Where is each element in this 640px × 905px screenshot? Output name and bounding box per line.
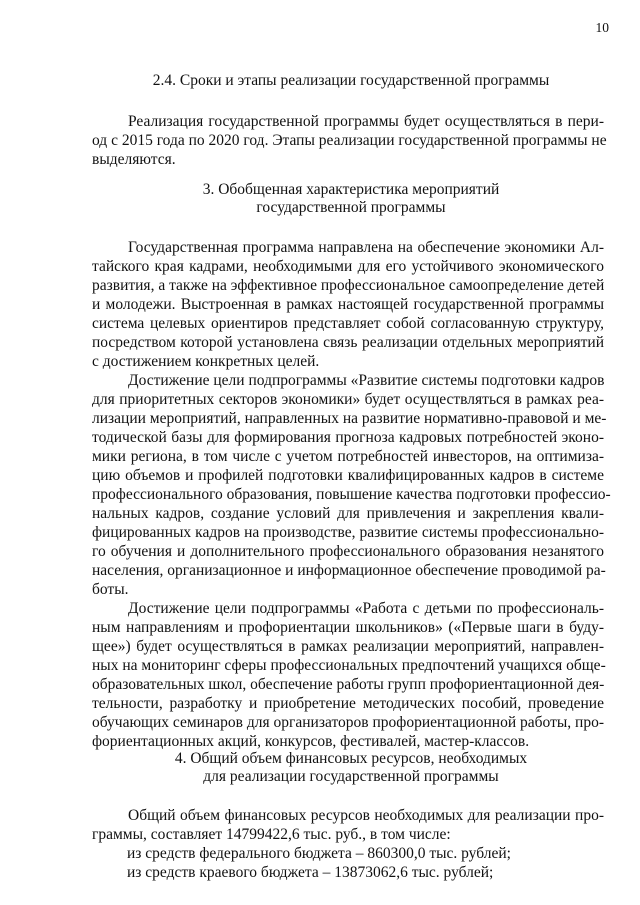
text-line: мики региона, в том числе с учетом потребностей инвесторов, на оптимиза-	[92, 448, 604, 465]
section-3-title-line-2: государственной программы	[256, 199, 446, 216]
section-3-paragraph-1	[92, 238, 604, 371]
text-line: Достижение цели подпрограммы «Развитие системы подготовки кадров	[128, 372, 605, 389]
page-number: 10	[595, 20, 609, 35]
text-line: Достижение цели подпрограммы «Работа с детьми по профессиональ-	[128, 600, 604, 617]
text-line: для приоритетных секторов экономики» будет осуществляться в рамках реа-	[92, 391, 604, 408]
text-line: развития, а также на эффективное профессиональное самоопределение детей	[92, 277, 605, 294]
section-4-heading	[85, 750, 617, 786]
text-line: ным направлениям и профориентации школьников» («Первые шаги в буду-	[92, 619, 604, 636]
text-line: профессионального образования, повышение качества подготовки профессио-	[92, 486, 611, 503]
text-line: с достижением конкретных целей.	[92, 353, 320, 370]
text-line: ных на мониторинг сферы профессиональных предпочтений учащихся обще-	[92, 657, 606, 674]
text-line: обучающих семинаров для организаторов профориентационной работы, про-	[92, 714, 604, 731]
text-line: лизации мероприятий, направленных на развитие нормативно-правовой и ме-	[92, 410, 607, 427]
text-line: тодической базы для формирования прогноза кадровых потребностей эконо-	[92, 429, 604, 446]
section-4-title-line-1: 4. Общий объем финансовых ресурсов, необходимых	[174, 750, 528, 767]
text-line: од с 2015 года по 2020 год. Этапы реализации государственной программы не	[92, 132, 607, 149]
section-2-4-title: 2.4. Сроки и этапы реализации государственной программы	[152, 72, 550, 89]
text-line: щее») будет осуществляться в рамках реализации мероприятий, направлен-	[92, 638, 604, 655]
funding-list-item-federal: из средств федерального бюджета – 860300,0 тыс. рублей;	[127, 845, 511, 862]
text-line: посредством которой установлена связь реализации отдельных мероприятий	[92, 334, 604, 351]
text-line: цию объемов и профилей подготовки квалифицированных кадров в системе	[92, 467, 604, 484]
section-3-title-line-1: 3. Обобщенная характеристика мероприятий	[202, 181, 500, 198]
text-line: тайского края кадрами, необходимыми для его устойчивого экономического	[92, 258, 604, 275]
funding-list-item-regional: из средств краевого бюджета – 13873062,6 тыс. рублей;	[127, 864, 494, 881]
text-line: Реализация государственной программы будет осуществляться в пери-	[128, 113, 604, 130]
text-line: образовательных школ, обеспечение работы групп профориентационной дея-	[92, 676, 605, 693]
text-line: Общий объем финансовых ресурсов необходимых для реализации про-	[128, 807, 604, 824]
text-line: населения, организационное и информационное обеспечение проводимой ра-	[92, 562, 606, 579]
text-line: система целевых ориентиров представляет собой согласованную структуру,	[92, 315, 604, 332]
text-line: боты.	[92, 581, 129, 598]
text-line: фориентационных акций, конкурсов, фестивалей, мастер-классов.	[92, 733, 530, 750]
text-line: выделяются.	[92, 151, 176, 168]
text-line: нальных кадров, создание условий для привлечения и закрепления квали-	[92, 505, 604, 522]
section-3-paragraph-3	[92, 599, 604, 751]
text-line: фицированных кадров на производстве, развитие системы профессионально-	[92, 524, 604, 541]
section-2-4-heading	[85, 72, 617, 90]
section-3-heading	[85, 181, 617, 217]
section-2-4-paragraph	[92, 112, 607, 169]
text-line: тельности, разработку и приобретение методических пособий, проведение	[92, 695, 604, 712]
section-4-paragraph-1	[92, 806, 604, 844]
section-3-paragraph-2	[92, 371, 611, 599]
section-4-title-line-2: для реализации государственной программы	[203, 768, 499, 785]
text-line: го обучения и дополнительного профессионального образования незанятого	[92, 543, 604, 560]
text-line: и молодежи. Выстроенная в рамках настоящей государственной программы	[92, 296, 604, 313]
text-line: Государственная программа направлена на обеспечение экономики Ал-	[128, 239, 604, 256]
text-line: граммы, составляет 14799422,6 тыс. руб., в том числе:	[92, 826, 451, 843]
